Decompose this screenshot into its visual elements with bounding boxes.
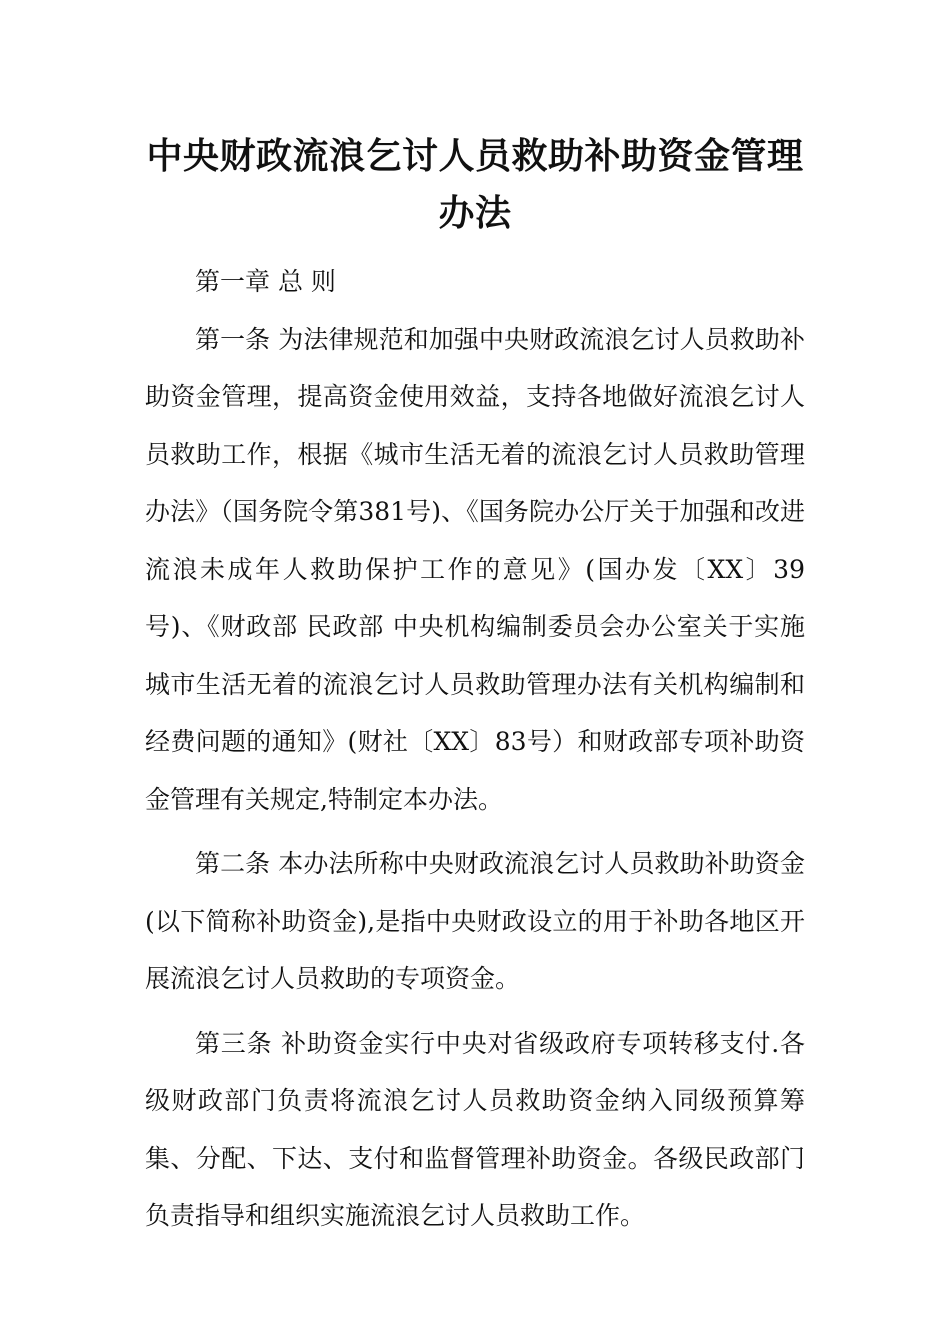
article-3-label: 第三条	[195, 1028, 273, 1058]
chapter-heading: 第一章 总 则	[195, 267, 336, 296]
document-title: 中央财政流浪乞讨人员救助补助资金管理办法	[146, 136, 804, 234]
article-3-text: 补助资金实行中央对省级政府专项转移支付.各级财政部门负责将流浪乞讨人员救助资金纳入同级预算筹集、分配、下达、支付和监督管理补助资金。各级民政部门负责指导和组织实施流浪乞讨人员救助工作。	[145, 1028, 805, 1230]
article-2	[145, 835, 805, 1008]
article-1-label: 第一条	[195, 324, 271, 354]
article-2-text: 本办法所称中央财政流浪乞讨人员救助补助资金(以下简称补助资金),是指中央财政设立的用于补助各地区开展流浪乞讨人员救助的专项资金。	[145, 849, 805, 993]
article-1	[145, 311, 805, 829]
article-2-label: 第二条	[195, 849, 271, 878]
article-1-text: 为法律规范和加强中央财政流浪乞讨人员救助补助资金管理，提高资金使用效益，支持各地做好流浪乞讨人员救助工作，根据《城市生活无着的流浪乞讨人员救助管理办法》（国务院令第381号)、《国务院办公厅关于加强和改进流浪未成年人救助保护工作的意见》(国办发〔XX〕39号)、《财政部 民政部 中央机构编制委员会办公室关于实施城市生活无着的流浪乞讨人员救助管理办法有关机构编制和经费问题的通知》(财社〔XX〕83号）和财政部专项补助资金管理有关规定,特制定本办法。	[145, 324, 805, 814]
article-3	[145, 1015, 805, 1245]
document-body	[145, 253, 805, 1245]
